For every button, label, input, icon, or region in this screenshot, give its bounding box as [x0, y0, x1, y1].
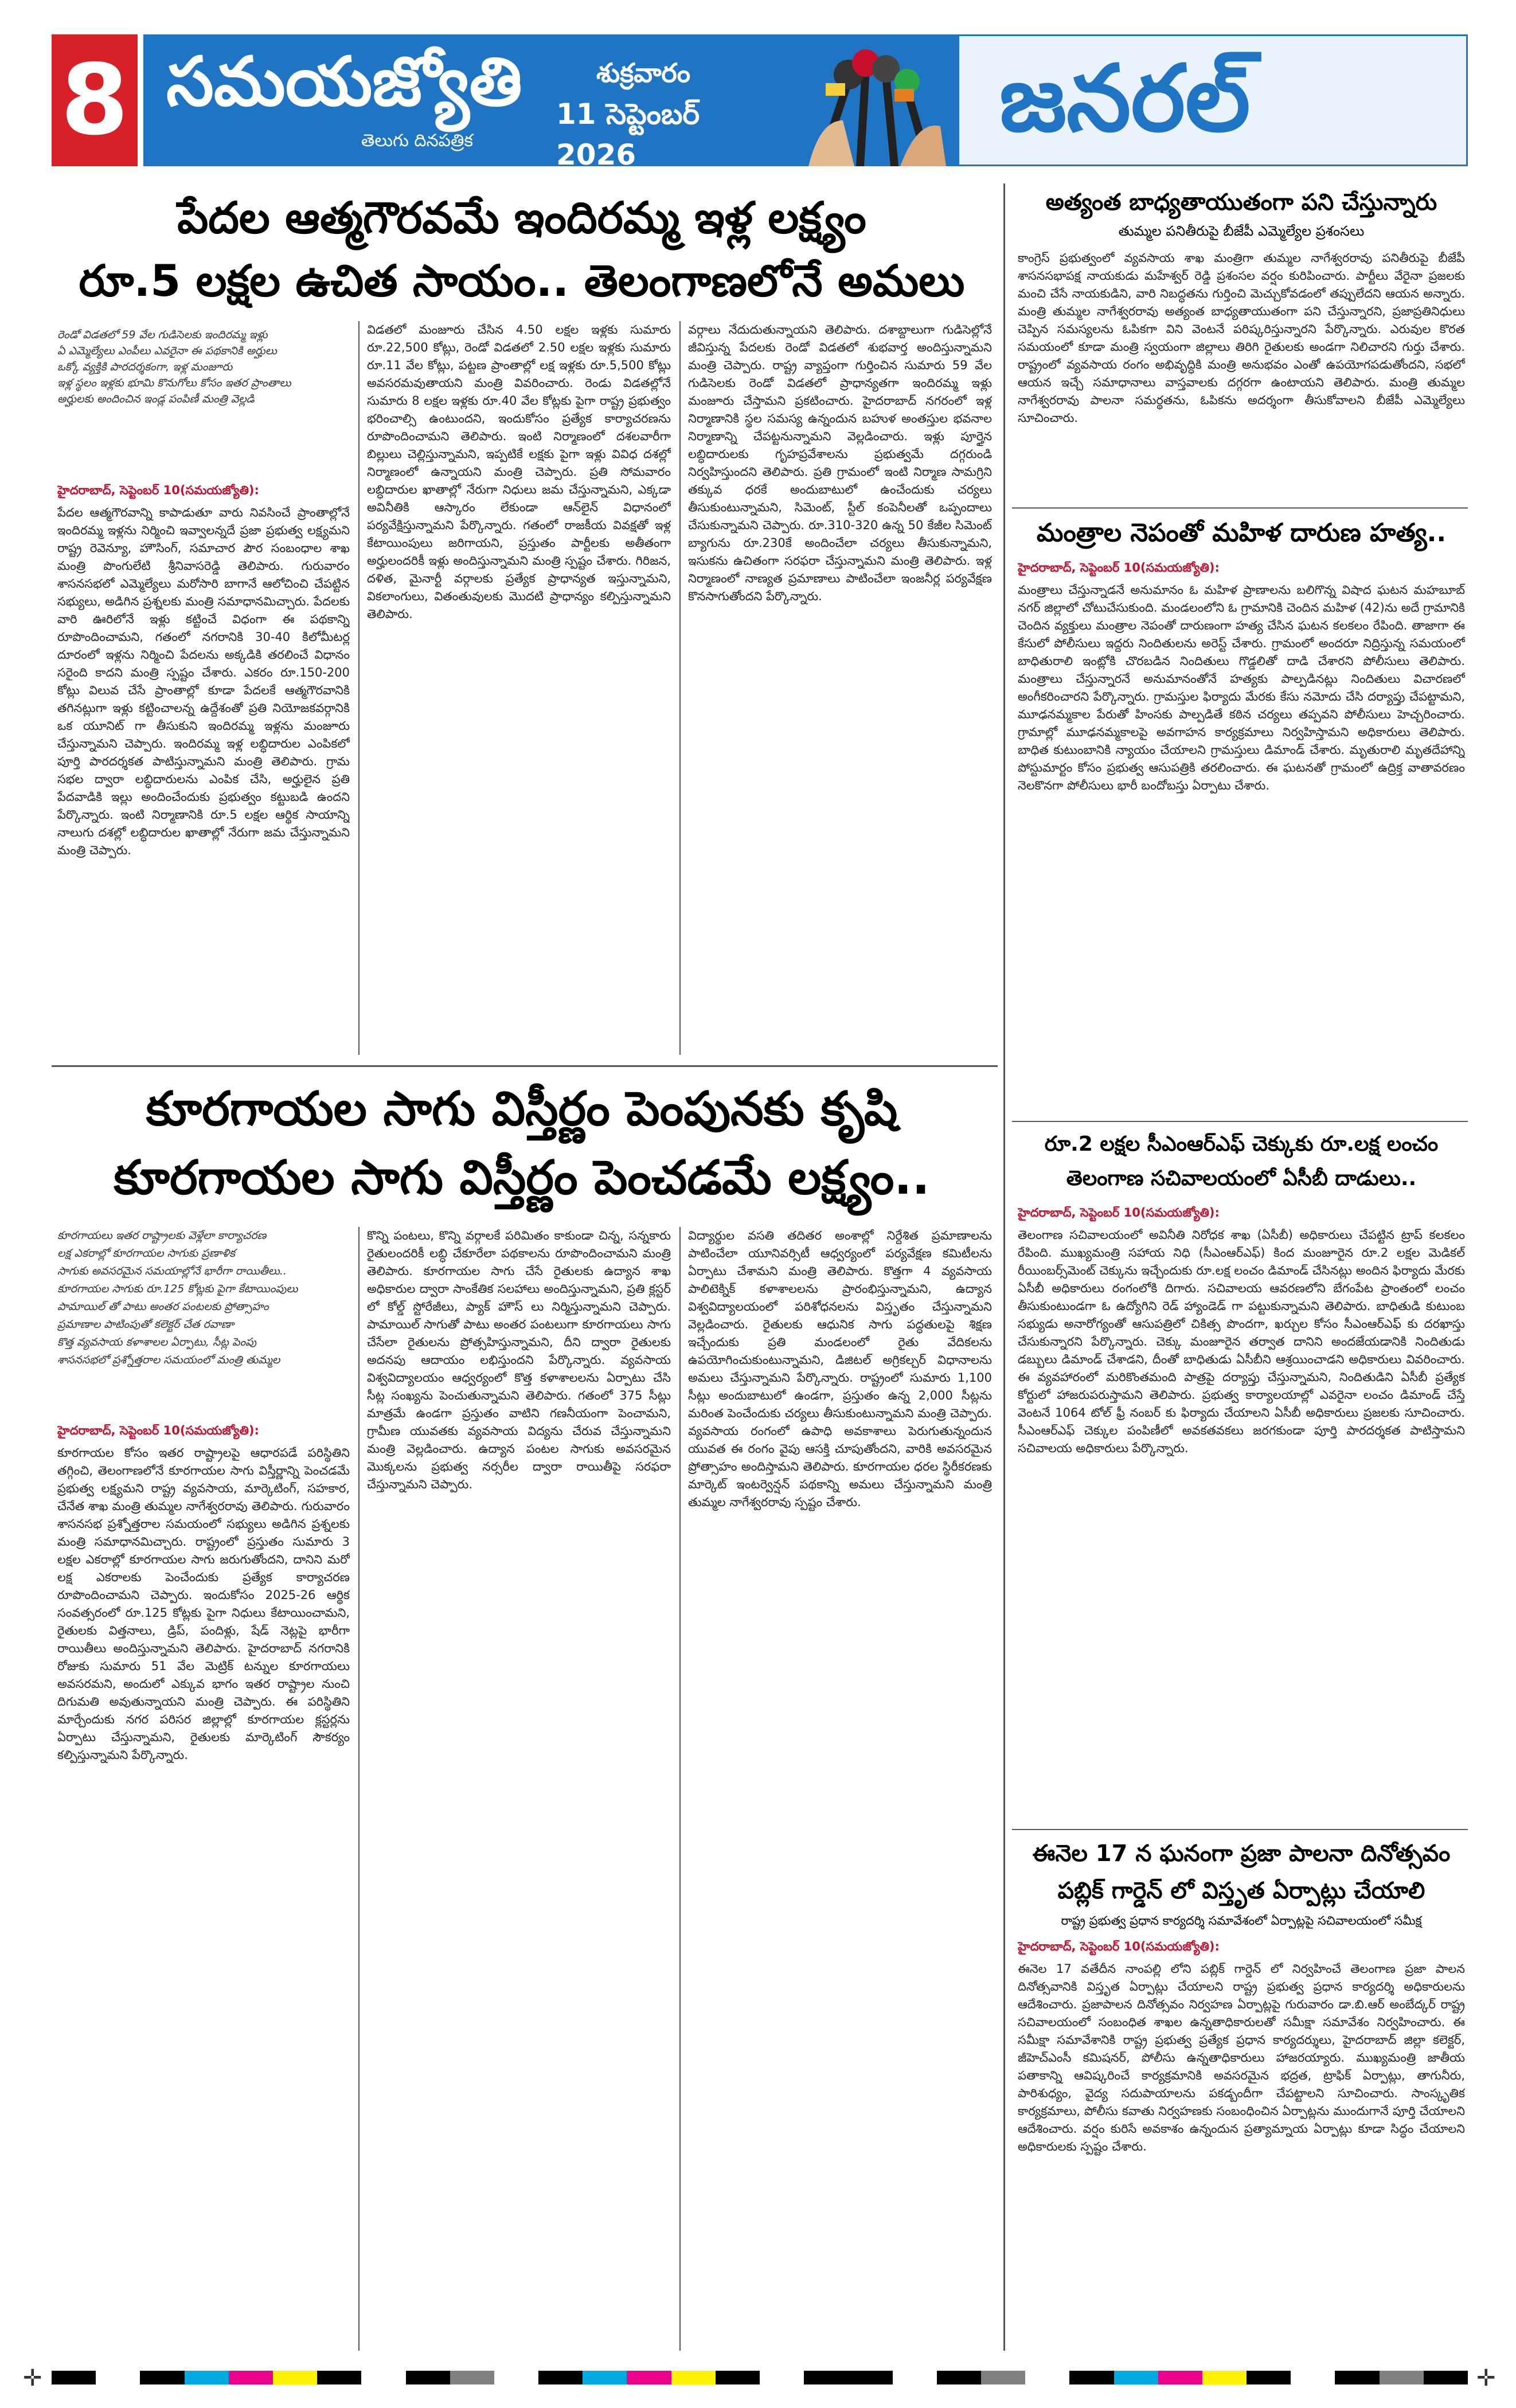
registration-mark-icon: ✛: [23, 2365, 42, 2391]
sidebar-divider: [1003, 183, 1005, 2351]
side1-headline: అత్యంత బాధ్యతాయుతంగా పని చేస్తున్నారు: [1045, 189, 1437, 216]
printer-color-bar: [52, 2371, 1468, 2384]
color-swatch: [494, 2371, 538, 2384]
color-swatch: [450, 2371, 494, 2384]
story-divider: [1012, 1829, 1468, 1830]
section-title: జనరల్: [999, 44, 1251, 152]
column-divider: [679, 321, 681, 1055]
side1-text: కాంగ్రెస్ ప్రభుత్వంలో వ్యవసాయ శాఖ మంత్రిగా తుమ్మల నాగేశ్వరరావు పనితీరుపై బీజేపీ శాసనసభాపక్ష నాయకుడు మహేశ్వర్ రెడ్డి ప్రశంసల వర్షం కురిపించారు. పార్టీలు వేరైనా ప్రజలకు మంచి చేసే నాయకుడిని, వారి నిబద్ధతను గుర్తించి మెచ్చుకోవడంలో తప్పులేదని ఆయన అన్నారు. మంత్రి తుమ్మల నాగేశ్వరరావు అత్యంత బాధ్యతాయుతంగా పని చేస్తున్నారని, ప్రజాప్రతినిధులు చెప్పిన సమస్యలను ఓపికగా విని వెంటనే పరిష్కరిస్తున్నారని పేర్కొన్నారు. ఎరువుల కొరత సమయంలో కూడా మంత్రి స్వయంగా జిల్లాలు తిరిగి రైతులకు అండగా నిలిచారని గుర్తు చేశారు. రాష్ట్రంలో వ్యవసాయ రంగం అభివృద్ధికి మంత్రి అనుభవం ఎంతో ఉపయోగపడుతోందని, సభలో ఆయన ఇచ్చే సమాధానాలు వాస్తవాలకు దగ్గరగా ఉంటాయని తెలిపారు. మంత్రి తుమ్మల నాగేశ్వరరావు పాలనా సమర్థతను, ఓపికను అదర్శంగా తీసుకోవాలని బీజేపీ ఎమ్మెల్యేలు సూచించారు.: [1018, 251, 1465, 425]
color-swatch: [1424, 2371, 1468, 2384]
article1-headline-1: పేదల ఆత్మగౌరవమే ఇందిరమ్మ ఇళ్ల లక్ష్యం: [177, 192, 866, 243]
side4-dateline: హైదరాబాద్, సెప్టెంబర్ 10(సమయజ్యోతి):: [1018, 1940, 1220, 1953]
color-swatch: [52, 2371, 96, 2384]
article2-text-1: కూరగాయల కోసం ఇతర రాష్ట్రాలపై ఆధారపడే పరిస్థితిని తగ్గించి, తెలంగాణలోనే కూరగాయల సాగు విస్తీర్ణాన్ని పెంచడమే ప్రభుత్వ లక్ష్యమని రాష్ట్ర వ్యవసాయ, మార్కెటింగ్, సహకార, చేనేత శాఖ మంత్రి తుమ్మల నాగేశ్వరరావు తెలిపారు. గురువారం శాసనసభ ప్రశ్నోత్తరాల సమయంలో సభ్యులు అడిగిన ప్రశ్నలకు మంత్రి సమాధానమిచ్చారు. రాష్ట్రంలో ప్రస్తుతం సుమారు 3 లక్షల ఎకరాల్లో కూరగాయల సాగు జరుగుతోందని, దానిని మరో లక్ష ఎకరాలకు పెంచేందుకు ప్రత్యేక కార్యాచరణ రూపొందించామని చెప్పారు. ఇందుకోసం 2025-26 ఆర్థిక సంవత్సరంలో రూ.125 కోట్లకు పైగా నిధులు కేటాయించామని, రైతులకు విత్తనాలు, డ్రిప్, పందిళ్లు, షేడ్ నెట్లపై భారీగా రాయితీలు అందిస్తున్నామని తెలిపారు. హైదరాబాద్ నగరానికి రోజుకు సుమారు 51 వేల మెట్రిక్ టన్నుల కూరగాయలు అవసరమని, అందులో ఎక్కువ భాగం ఇతర రాష్ట్రాల నుంచి దిగుమతి అవుతున్నాయని మంత్రి చెప్పారు. ఈ పరిస్థితిని మార్చేందుకు నగర పరిసర జిల్లాల్లో కూరగాయల క్లస్టర్లను ఏర్పాటు చేస్తున్నామని, రైతులకు మార్కెటింగ్ సౌకర్యం కల్పిస్తున్నామని పేర్కొన్నారు.: [57, 1446, 350, 1762]
section-divider: [52, 1065, 998, 1067]
article1-text-1: పేదల ఆత్మగౌరవాన్ని కాపాడుతూ వారు నివసించే ప్రాంతాల్లోనే ఇందిరమ్మ ఇళ్లను నిర్మించి ఇవ్వాలన్నదే ప్రజా ప్రభుత్వ లక్ష్యమని రాష్ట్ర రెవెన్యూ, హౌసింగ్, సమాచార పౌర సంబంధాల శాఖ మంత్రి పొంగులేటి శ్రీనివాసరెడ్డి తెలిపారు. గురువారం శాసనసభలో ఎమ్మెల్యేలు మరోసారి బాగానే ఆలోచించి చేపట్టిన సభ్యులు, అడిగిన ప్రశ్నలకు మంత్రి సమాధానమిచ్చారు. పేదలకు వారి ఊరిలోనే ఇళ్లు కట్టించే విధంగా ఈ పథకాన్ని రూపొందించామని, గతంలో నగరానికి 30-40 కిలోమీటర్ల దూరంలో ఇళ్లను నిర్మించి పేదలను అక్కడికి తరలించే విధానం సరైంది కాదని మంత్రి స్పష్టం చేశారు. ఎకరం రూ.150-200 కోట్లు విలువ చేసే ప్రాంతాల్లో కూడా పేదలకే ఆత్మగౌరవానికి తగినట్లుగా ఇళ్లు కట్టించాలన్న ఉద్దేశంతో ప్రతి నియోజకవర్గానికి ఒక యూనిట్ గా తీసుకుని ఇందిరమ్మ ఇళ్లను మంజూరు చేస్తున్నామని చెప్పారు. ఇందిరమ్మ ఇళ్ల లబ్ధిదారుల ఎంపికలో పూర్తి పారదర్శకత పాటిస్తున్నామని మంత్రి తెలిపారు. గ్రామ సభల ద్వారా లబ్ధిదారులను ఎంపిక చేసి, అర్హులైన ప్రతి పేదవాడికి ఇల్లు అందించేందుకు ప్రభుత్వం కట్టుబడి ఉందని పేర్కొన్నారు. ఇంటి నిర్మాణానికి రూ.5 లక్షల ఆర్థిక సాయాన్ని నాలుగు దశల్లో లబ్ధిదారుల ఖాతాల్లో నేరుగా జమ చేస్తున్నామని మంత్రి చెప్పారు.: [57, 506, 350, 857]
side2-body: [1018, 559, 1465, 1115]
side3-body: [1018, 1204, 1465, 1823]
color-swatch: [804, 2371, 848, 2384]
registration-mark-icon: ✛: [1476, 2365, 1496, 2391]
color-swatch: [1380, 2371, 1424, 2384]
brand-banner: [143, 34, 786, 171]
side4-text: ఈనెల 17 వతేదీన నాంపల్లి లోని పబ్లిక్ గార్డెన్ లో నిర్వహించే తెలంగాణ ప్రజా పాలన దినోత్సవానికి విస్తృత ఏర్పాట్లు చేయాలని రాష్ట్ర ప్రభుత్వ ప్రధాన కార్యదర్శి అధికారులను ఆదేశించారు. ప్రజాపాలన దినోత్సవం నిర్వహణ ఏర్పాట్లపై గురువారం డా.బి.ఆర్ అంబేద్కర్ రాష్ట్ర సచివాలయంలో సంబంధిత శాఖల ఉన్నతాధికారులతో సమీక్షా సమావేశం నిర్వహించారు. ఈ సమీక్షా సమావేశానికి రాష్ట్ర ప్రభుత్వ ప్రత్యేక ప్రధాన కార్యదర్శులు, హైదరాబాద్ జిల్లా కలెక్టర్, జీహెచ్ఎంసీ కమిషనర్, పోలీసు ఉన్నతాధికారులు హాజరయ్యారు. ముఖ్యమంత్రి జాతీయ పతాకాన్ని ఆవిష్కరించే కార్యక్రమానికి అవసరమైన భద్రత, ట్రాఫిక్ ఏర్పాట్లు, తాగునీరు, పారిశుధ్యం, వైద్య సదుపాయాలను పకడ్బందీగా చేపట్టాలని సూచించారు. సాంస్కృతిక కార్యక్రమాలు, పోలీసు కవాతు నిర్వహణకు సంబంధించిన ఏర్పాట్లను ముందుగానే పూర్తి చేయాలని ఆదేశించారు. వర్షం కురిసే అవకాశం ఉన్నందున ప్రత్యామ్నాయ ఏర్పాట్లు కూడా సిద్ధం చేయాలని అధికారులకు స్పష్టం చేశారు.: [1018, 1962, 1465, 2153]
article2-column-3: [688, 1227, 992, 2351]
color-swatch: [140, 2371, 184, 2384]
article1-column-1: [57, 482, 350, 1049]
color-swatch: [1069, 2371, 1113, 2384]
article1-dateline: హైదరాబాద్, సెప్టెంబర్ 10(సమయజ్యోతి):: [57, 483, 259, 497]
article2-blurb: కూరగాయలు ఇతర రాష్ట్రాలకు వెళ్లేలా కార్యాచరణ లక్ష ఎకరాల్లో కూరగాయల సాగుకు ప్రణాళిక సాగుకు అవసరమైన సమయాల్లోనే భారీగా రాయితీలు.. కూరగాయల సాగుకు రూ.125 కోట్లకు పైగా కేటాయింపులు పామాయిల్ తో పాటు అంతర పంటలకు ప్రోత్సాహం ప్రమాణాల పాటింపుతో కలెక్టర్ చేత రవాణా కొత్త వ్యవసాయ కళాశాలల ఏర్పాటు, సీట్ల పెంపు శాసనసభలో ప్రశ్నోత్తరాల సమయంలో మంత్రి తుమ్మల: [57, 1229, 298, 1366]
section-banner: [958, 34, 1468, 166]
color-swatch: [1202, 2371, 1247, 2384]
article2-column-2: [367, 1227, 671, 2351]
side4-headline-1: ఈనెల 17 న ఘనంగా ప్రజా పాలనా దినోత్సవం: [1032, 1840, 1451, 1867]
side1-body: [1018, 249, 1465, 502]
article2-headline-2: కూరగాయల సాగు విస్తీర్ణం పెంచడమే లక్ష్యం..: [114, 1151, 930, 1205]
microphones-icon: [786, 34, 958, 166]
story-divider: [1012, 507, 1468, 509]
article2-headline-1: కూరగాయల సాగు విస్తీర్ణం పెంపునకు కృషి: [146, 1082, 898, 1136]
side3-dateline: హైదరాబాద్, సెప్టెంబర్ 10(సమయజ్యోతి):: [1018, 1206, 1220, 1219]
color-swatch: [893, 2371, 937, 2384]
article1-headline-2: రూ.5 లక్షల ఉచిత సాయం.. తెలంగాణలోనే అమలు: [79, 255, 965, 306]
color-swatch: [848, 2371, 892, 2384]
column-divider: [679, 1227, 681, 2351]
side3-text: తెలంగాణ సచివాలయంలో అవినీతి నిరోధక శాఖ (ఏసీబీ) అధికారులు చేపట్టిన ట్రాప్ కలకలం రేపింది. ముఖ్యమంత్రి సహాయ నిధి (సీఎంఆర్ఎఫ్) కింద మంజూరైన రూ.2 లక్షల మెడికల్ రీయింబర్స్‌మెంట్ చెక్కును ఇచ్చేందుకు రూ.లక్ష లంచం డిమాండ్ చేసినట్లు అందిన ఫిర్యాదు మేరకు ఏసీబీ అధికారులు రంగంలోకి దిగారు. సచివాలయ ఆవరణలోని బేగంపేట ప్రాంతంలో లంచం తీసుకుంటుండగా ఓ ఉద్యోగిని రెడ్ హ్యాండెడ్ గా పట్టుకున్నామని తెలిపారు. బాధితుడి కుటుంబ సభ్యుడు అనారోగ్యంతో ఆసుపత్రిలో చికిత్స పొందగా, ఖర్చుల కోసం సీఎంఆర్ఎఫ్ కు దరఖాస్తు చేసుకున్నారని పేర్కొన్నారు. చెక్కు మంజూరైన తర్వాత దానిని అందజేయడానికి నిందితుడు డబ్బులు డిమాండ్ చేశాడని, దీంతో బాధితుడు ఏసీబీని ఆశ్రయించాడని అధికారులు వివరించారు. ఈ వ్యవహారంలో మరికొంతమంది పాత్రపై దర్యాప్తు చేస్తున్నామని, నిందితుడిని ఏసీబీ ప్రత్యేక కోర్టులో హాజరుపరుస్తామని తెలిపారు. ప్రభుత్వ కార్యాలయాల్లో ఎవరైనా లంచం డిమాండ్ చేస్తే వెంటనే 1064 టోల్ ఫ్రీ నంబర్ కు ఫిర్యాదు చేయాలని ఏసీబీ అధికారులు ప్రజలకు సూచించారు. సీఎంఆర్ఎఫ్ చెక్కుల పంపిణీలో అవకతవకలు జరగకుండా పూర్తి పారదర్శకత పాటిస్తామని సచివాలయ అధికారులు పేర్కొన్నారు.: [1018, 1228, 1465, 1455]
microphones-graphic: [786, 34, 958, 166]
color-swatch: [1114, 2371, 1158, 2384]
article1-column-2: [367, 321, 671, 1055]
story-divider: [1012, 1121, 1468, 1122]
side4-headline-2: పబ్లిక్ గార్డెన్ లో విస్తృత ఏర్పాట్లు చేయాలి: [1057, 1878, 1425, 1904]
color-swatch: [273, 2371, 317, 2384]
article2-column-1: [57, 1422, 350, 2351]
newspaper-logo: సమయజ్యోతి: [166, 41, 522, 121]
article2-text-3: విద్యార్థుల వసతి తదితర అంశాల్లో నిర్దేశిత ప్రమాణాలను పాటించేలా యూనివర్సిటీ ఆధ్వర్యంలో పర్యవేక్షణ కమిటీలను ఏర్పాటు చేశామని మంత్రి తెలిపారు. కొత్తగా 4 వ్యవసాయ పాలిటెక్నిక్ కళాశాలలను ప్రారంభిస్తున్నామని, ఉద్యాన విశ్వవిద్యాలయంలో పరిశోధనలను విస్తృతం చేస్తున్నామని వెల్లడించారు. రైతులకు ఆధునిక సాగు పద్ధతులపై శిక్షణ ఇచ్చేందుకు ప్రతి మండలంలో రైతు వేదికలను ఉపయోగించుకుంటున్నామని, డిజిటల్ అగ్రికల్చర్ విధానాలను అమలు చేస్తున్నామని పేర్కొన్నారు. రాష్ట్రంలో సుమారు 1,100 సీట్లు అందుబాటులో ఉండగా, ప్రస్తుతం ఉన్న 2,000 సీట్లను మరింత పెంచేందుకు చర్యలు తీసుకుంటున్నామని మంత్రి చెప్పారు. వ్యవసాయ రంగంలో ఉపాధి అవకాశాలు పెరుగుతున్నందున యువత ఈ రంగం వైపు ఆసక్తి చూపుతోందని, వారికి అవసరమైన ప్రోత్సాహం అందిస్తామని తెలిపారు. కూరగాయల ధరల స్థిరీకరణకు మార్కెట్ ఇంటర్వెన్షన్ పథకాన్ని అమలు చేస్తున్నామని మంత్రి తుమ్మల నాగేశ్వరరావు స్పష్టం చేశారు.: [688, 1229, 992, 1509]
article1-blurb: రెండో విడతలో 59 వేల గుడిసెలకు ఇందిరమ్మ ఇళ్లు ఏ ఎమ్మెల్యేలు ఎంపీలు ఎవరైనా ఈ పథకానికి అర్హులు ఒక్కో వ్యక్తికి పారదర్శకంగా, ఇళ్ల మంజూరు ఇళ్ల స్థలం ఇళ్లకు భూమి కొనుగోలు కోసం ఇతర ప్రాంతాలు అర్హులకు అందించిన ఇండ్ల పంపిణీ మంత్రి వెల్లడి: [57, 329, 291, 405]
side4-subhead: రాష్ట్ర ప్రభుత్వ ప్రధాన కార్యదర్శి సమావేశంలో ఏర్పాట్లపై సచివాలయంలో సమీక్ష: [1061, 1914, 1422, 1928]
color-swatch: [96, 2371, 140, 2384]
side2-headline: మంత్రాల నెపంతో మహిళ దారుణ హత్య..: [1036, 518, 1447, 548]
issue-date: 11 సెప్టెంబర్ 2026: [556, 97, 700, 171]
color-swatch: [361, 2371, 405, 2384]
article1-text-2: విడతలో మంజూరు చేసిన 4.50 లక్షల ఇళ్లకు సుమారు రూ.22,500 కోట్లు, రెండో విడతలో 2.50 లక్షల ఇళ్లకు సుమారు రూ.11 వేల కోట్లు, పట్టణ ప్రాంతాల్లో లక్ష ఇళ్లకు రూ.5,500 కోట్లు అవసరమవుతాయని మంత్రి వివరించారు. రెండు విడతల్లోనే సుమారు 8 లక్షల ఇళ్లకు రూ.40 వేల కోట్లకు పైగా రాష్ట్ర ప్రభుత్వం భరించాల్సి ఉంటుందని, ఇందుకోసం ప్రత్యేక కార్యాచరణను రూపొందించామని తెలిపారు. ఇంటి నిర్మాణంలో దశలవారీగా బిల్లులు చెల్లిస్తున్నామని, ఇప్పటికే లక్షకు పైగా ఇళ్లు వివిధ దశల్లో నిర్మాణంలో ఉన్నాయని మంత్రి చెప్పారు. ప్రతి సోమవారం లబ్ధిదారుల ఖాతాల్లో నేరుగా నిధులు జమ చేస్తున్నామని, ఎక్కడా అవినీతికి ఆస్కారం లేకుండా ఆన్‌లైన్ విధానంలో పర్యవేక్షిస్తున్నామని పేర్కొన్నారు. గతంలో రాజకీయ వివక్షతో ఇళ్ల కేటాయింపులు జరిగాయని, ప్రస్తుతం పార్టీలకు అతీతంగా అర్హులందరికీ ఇళ్లు అందిస్తున్నామని మంత్రి స్పష్టం చేశారు. గిరిజన, దళిత, మైనార్టీ వర్గాలకు ప్రత్యేక ప్రాధాన్యత ఇస్తున్నామని, వికలాంగులు, వితంతువులకు మొదటి ప్రాధాన్యం కల్పిస్తున్నామని తెలిపారు.: [367, 323, 671, 621]
article2-text-2: కొన్ని పంటలు, కొన్ని వర్గాలకే పరిమితం కాకుండా చిన్న, సన్నకారు రైతులందరికీ లబ్ధి చేకూరేలా పథకాలను రూపొందించామని మంత్రి తెలిపారు. కూరగాయల సాగు చేసే రైతులకు ఉద్యాన శాఖ అధికారుల ద్వారా సాంకేతిక సలహాలు అందిస్తున్నామని, ప్రతి క్లస్టర్ లో కోల్డ్ స్టోరేజీలు, ప్యాక్ హౌస్ లు నిర్మిస్తున్నామని చెప్పారు. పామాయిల్ సాగుతో పాటు అంతర పంటలుగా కూరగాయలు సాగు చేసేలా రైతులను ప్రోత్సహిస్తున్నామని, దీని ద్వారా రైతులకు అదనపు ఆదాయం లభిస్తుందని పేర్కొన్నారు. వ్యవసాయ విశ్వవిద్యాలయం ఆధ్వర్యంలో కొత్త కళాశాలలను ఏర్పాటు చేసి సీట్ల సంఖ్యను పెంచుతున్నామని తెలిపారు. గతంలో 375 సీట్లు మాత్రమే ఉండగా ప్రస్తుతం వాటిని గణనీయంగా పెంచామని, గ్రామీణ యువతకు వ్యవసాయ విద్యను చేరువ చేస్తున్నామని మంత్రి వెల్లడించారు. ఉద్యాన పంటల సాగుకు అవసరమైన మొక్కలను ప్రభుత్వ నర్సరీల ద్వారా రాయితీపై సరఫరా చేస్తున్నామని చెప్పారు.: [367, 1229, 671, 1491]
color-swatch: [406, 2371, 450, 2384]
color-swatch: [317, 2371, 361, 2384]
color-swatch: [671, 2371, 716, 2384]
side2-dateline: హైదరాబాద్, సెప్టెంబర్ 10(సమయజ్యోతి):: [1018, 561, 1220, 574]
article1-column-3: [688, 321, 992, 1055]
color-swatch: [937, 2371, 981, 2384]
side4-body: [1018, 1938, 1465, 2351]
color-swatch: [1291, 2371, 1335, 2384]
article1-text-3: వర్గాలు నేదుదుతున్నాయని తెలిపారు. దశాబ్దాలుగా గుడిసెల్లోనే జీవిస్తున్న పేదలకు రెండో విడతలో శుభవార్త అందిస్తున్నామని మంత్రి చెప్పారు. రాష్ట్ర వ్యాప్తంగా గుర్తించిన సుమారు 59 వేల గుడిసెలకు రెండో విడతలో ప్రాధాన్యతగా ఇందిరమ్మ ఇళ్లు మంజూరు చేస్తామని ప్రకటించారు. హైదరాబాద్ నగరంలో ఇళ్ల నిర్మాణానికి స్థల సమస్య ఉన్నందున బహుళ అంతస్తుల భవనాల నిర్మాణాన్ని చేపట్టనున్నామని వెల్లడించారు. ఇళ్లు పూర్తైన లబ్ధిదారులకు గృహప్రవేశాలను ప్రభుత్వమే దగ్గరుండి నిర్వహిస్తుందని తెలిపారు. ప్రతి గ్రామంలో ఇంటి నిర్మాణ సామగ్రిని తక్కువ ధరకే అందుబాటులో ఉంచేందుకు చర్యలు తీసుకుంటున్నామని, సిమెంట్, స్టీల్ కంపెనీలతో ఒప్పందాలు చేసుకున్నామని చెప్పారు. రూ.310-320 ఉన్న 50 కేజీల సిమెంట్ బ్యాగును రూ.230కే అందించేలా చర్యలు తీసుకున్నామని, ఇసుకను ఉచితంగా సరఫరా చేస్తున్నామని మంత్రి తెలిపారు. ఇళ్ల నిర్మాణంలో నాణ్యత ప్రమాణాలు పాటించేలా ఇంజనీర్ల పర్యవేక్షణ కొనసాగుతోందని పేర్కొన్నారు.: [688, 323, 992, 603]
newspaper-tagline: తెలుగు దినపత్రిక: [361, 131, 474, 151]
color-swatch: [538, 2371, 583, 2384]
color-swatch: [1158, 2371, 1202, 2384]
color-swatch: [583, 2371, 627, 2384]
side1-subhead: తుమ్మల పనితీరుపై బీజేపీ ఎమ్మెల్యేల ప్రశంసలు: [1118, 223, 1365, 239]
article2-dateline: హైదరాబాద్, సెప్టెంబర్ 10(సమయజ్యోతి):: [57, 1424, 259, 1437]
color-swatch: [229, 2371, 273, 2384]
column-divider: [358, 1227, 360, 2351]
issue-day: శుక్రవారం: [596, 57, 691, 88]
color-swatch: [1025, 2371, 1069, 2384]
page-number: 8: [52, 34, 138, 166]
side3-headline-2: తెలంగాణ సచివాలయంలో ఏసీబీ దాడులు..: [1066, 1167, 1417, 1190]
color-swatch: [760, 2371, 804, 2384]
masthead: [52, 34, 1468, 171]
side2-text: మంత్రాలు చేస్తున్నాడనే అనుమానం ఓ మహిళ ప్రాణాలను బలిగొన్న విషాద ఘటన మహబూబ్ నగర్ జిల్లాలో చోటుచేసుకుంది. మండలంలోని ఓ గ్రామానికి చెందిన మహిళ (42)ను అదే గ్రామానికి చెందిన వ్యక్తులు మంత్రాల నెపంతో దారుణంగా హత్య చేసిన ఘటన కలకలం రేపింది. తాజాగా ఈ కేసులో పోలీసులు ఇద్దరు నిందితులను అరెస్ట్ చేశారు. గ్రామంలో అందరూ నిద్రిస్తున్న సమయంలో బాధితురాలి ఇంట్లోకి చొరబడిన నిందితులు గొడ్డలితో దాడి చేశారని పోలీసులు తెలిపారు. మంత్రాలు చేస్తున్నారనే అనుమానంతోనే హత్యకు పాల్పడినట్లు నిందితులు విచారణలో అంగీకరించారని పేర్కొన్నారు. గ్రామస్తుల ఫిర్యాదు మేరకు కేసు నమోదు చేసి దర్యాప్తు చేపట్టామని, మూఢనమ్మకాల పేరుతో హింసకు పాల్పడితే కఠిన చర్యలు తప్పవని పోలీసులు హెచ్చరించారు. గ్రామాల్లో మూఢనమ్మకాలపై అవగాహన కార్యక్రమాలు నిర్వహిస్తామని అధికారులు తెలిపారు. బాధిత కుటుంబానికి న్యాయం చేయాలని గ్రామస్తులు డిమాండ్ చేశారు. మృతురాలి మృతదేహాన్ని పోస్టుమార్టం కోసం ప్రభుత్వ ఆసుపత్రికి తరలించారు. ఈ ఘటనతో గ్రామంలో ఉద్రిక్త వాతావరణం నెలకొనగా పోలీసులు భారీ బందోబస్తు ఏర్పాటు చేశారు.: [1018, 583, 1465, 792]
color-swatch: [716, 2371, 760, 2384]
color-swatch: [1247, 2371, 1291, 2384]
color-swatch: [981, 2371, 1025, 2384]
column-divider: [358, 321, 360, 1055]
color-swatch: [185, 2371, 229, 2384]
color-swatch: [1335, 2371, 1379, 2384]
side3-headline-1: రూ.2 లక్షల సీఎంఆర్ఎఫ్ చెక్కుకు రూ.లక్ష లంచం: [1044, 1132, 1439, 1156]
color-swatch: [627, 2371, 671, 2384]
